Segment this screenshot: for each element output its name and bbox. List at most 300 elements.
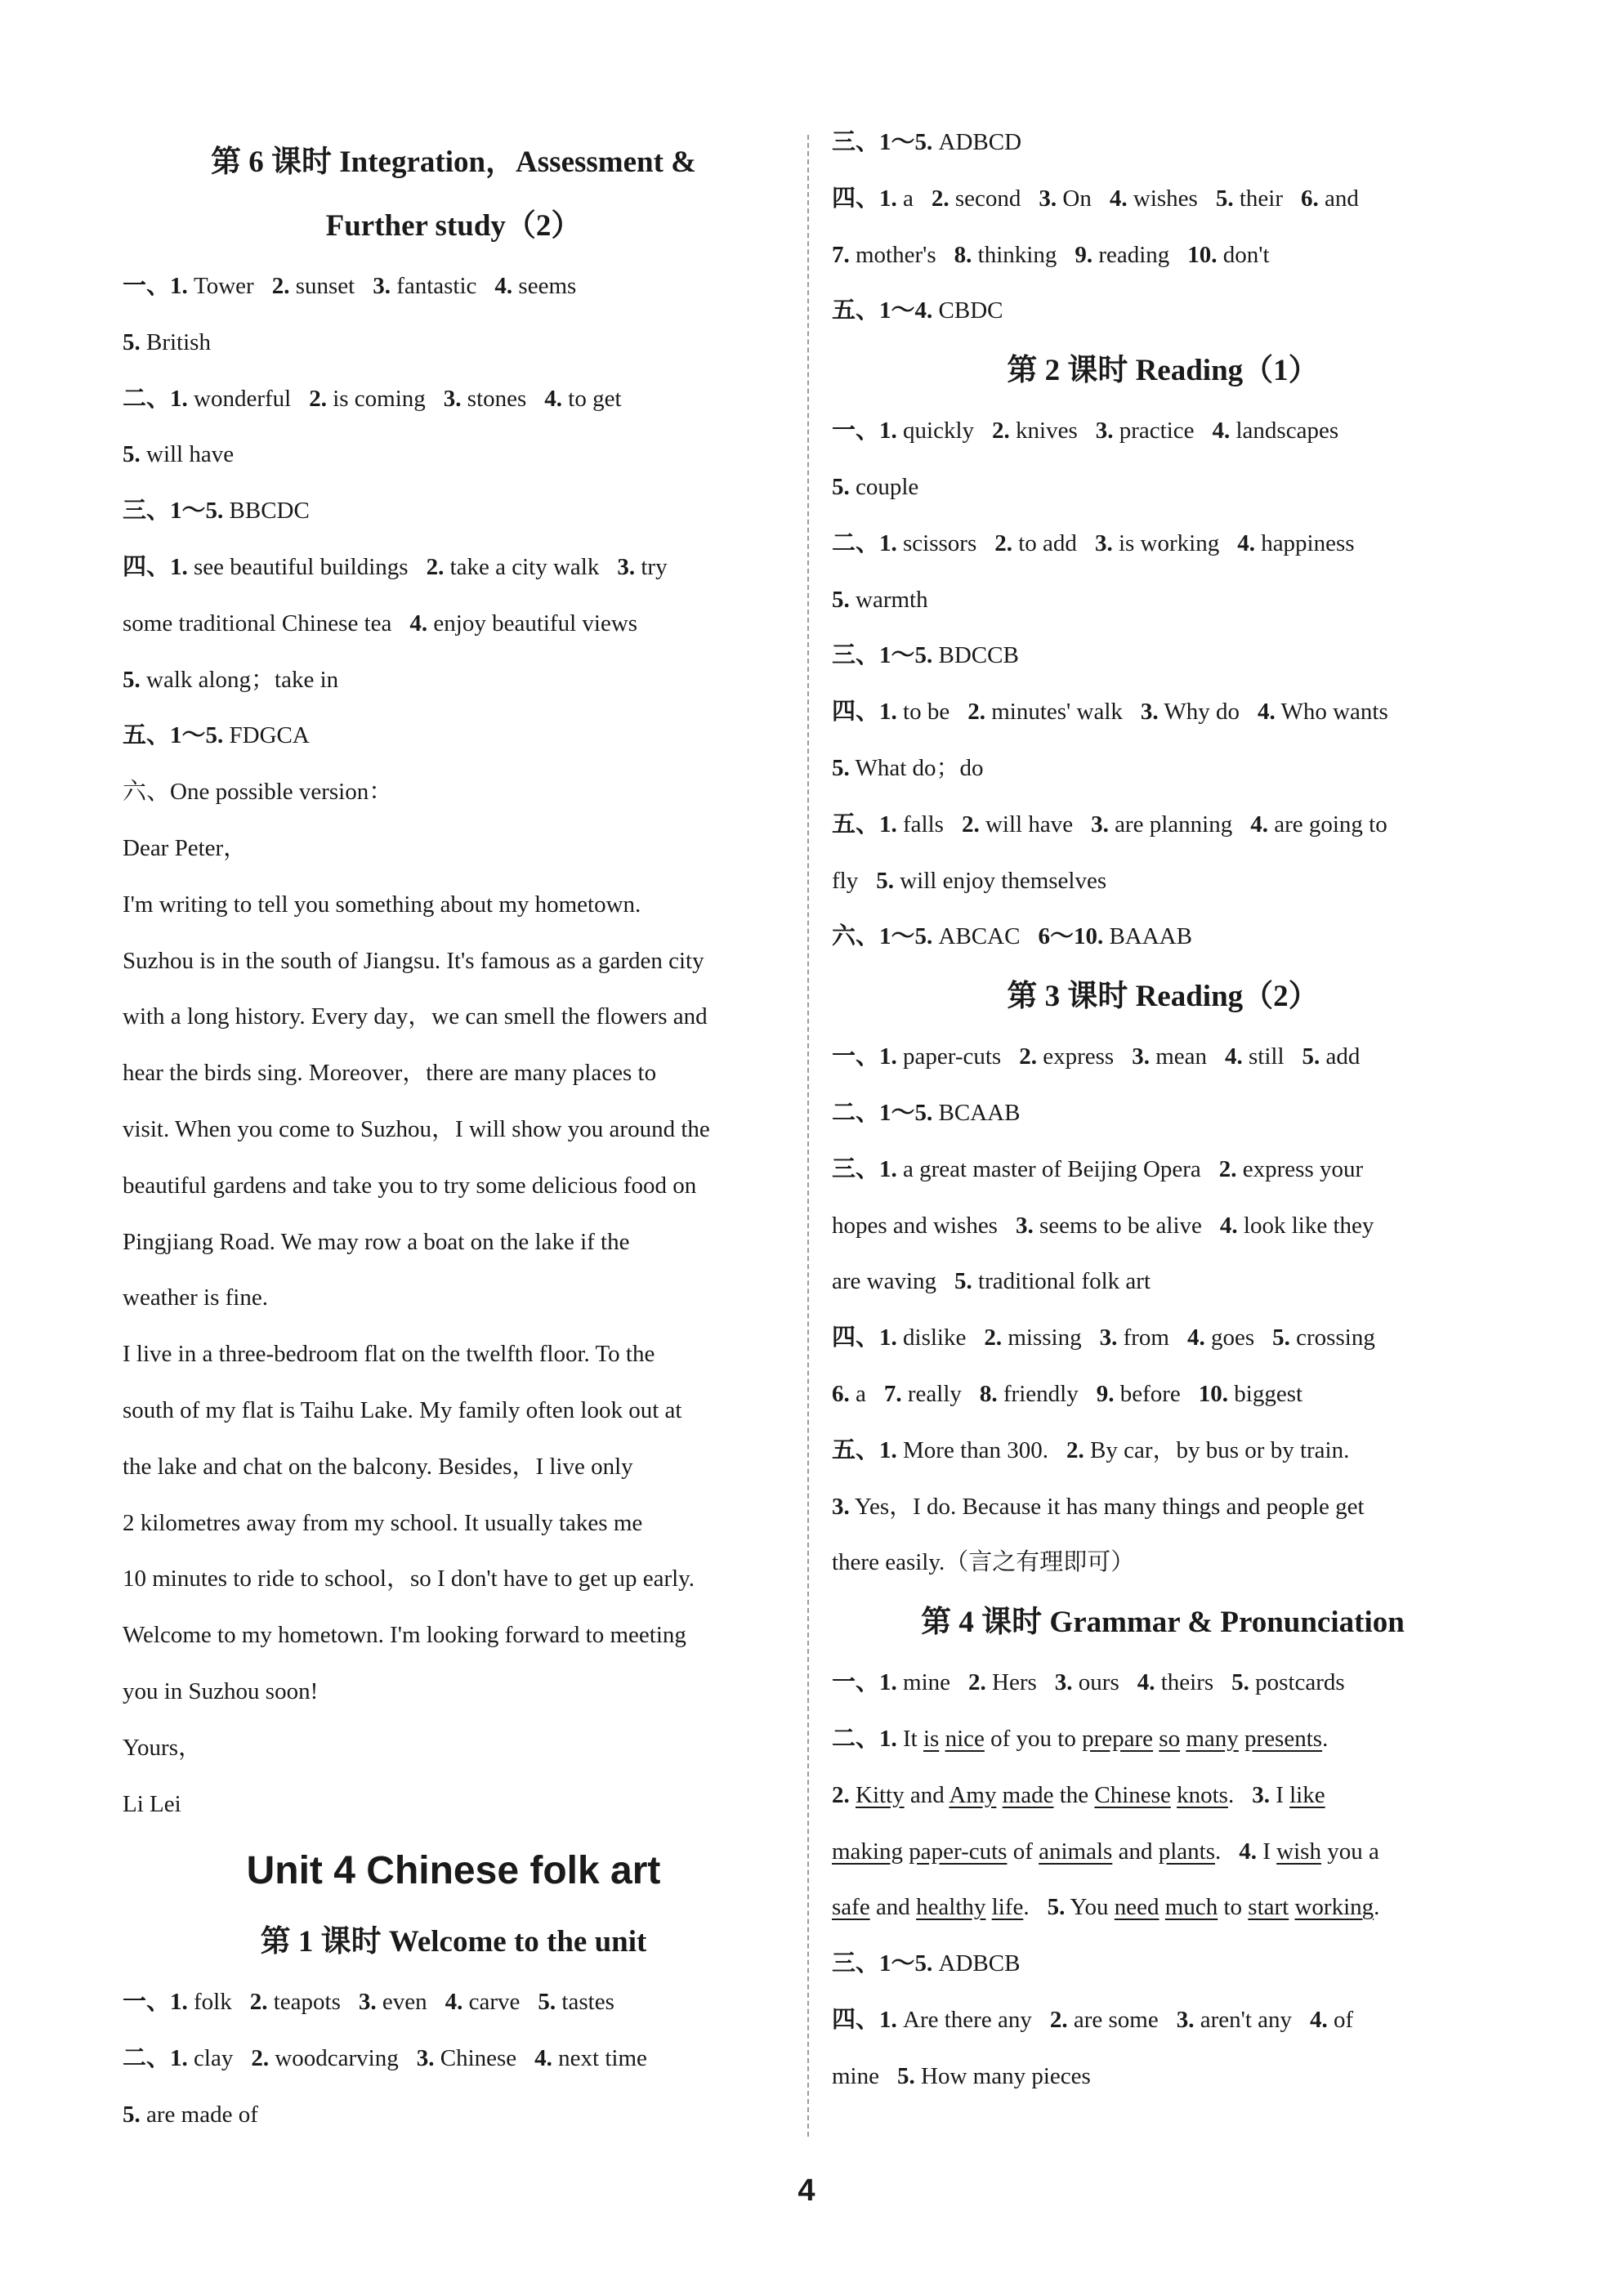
answer-text: Chinese bbox=[434, 2045, 517, 2072]
answer-text bbox=[985, 1894, 991, 1920]
item-number: 2. bbox=[1049, 2006, 1068, 2033]
answer-text: add bbox=[1320, 1043, 1361, 1070]
answer-line bbox=[123, 315, 784, 371]
item-number: 5. bbox=[876, 867, 894, 894]
item-number: 一、1. bbox=[832, 418, 897, 444]
essay-line: the lake and chat on the balcony. Besides，I live only bbox=[123, 1453, 633, 1480]
item-number: 3. bbox=[1099, 1324, 1118, 1351]
item-number: 二、1. bbox=[123, 2045, 188, 2072]
answer-text: BDCCB bbox=[932, 642, 1019, 669]
item-number: 9. bbox=[1075, 241, 1093, 268]
item-number: 2. bbox=[309, 385, 327, 412]
item-number: 四、1. bbox=[123, 553, 188, 580]
essay-line: Pingjiang Road. We may row a boat on the lake if the bbox=[123, 1228, 630, 1255]
answer-text: knives bbox=[1009, 418, 1078, 444]
underlined-word: making bbox=[832, 1838, 903, 1865]
answer-line bbox=[832, 1198, 1494, 1254]
essay-intro: 六、One possible version： bbox=[123, 779, 393, 806]
answer-line bbox=[832, 1992, 1494, 2048]
answer-text: Are there any bbox=[896, 2006, 1032, 2033]
answer-text: mine bbox=[832, 2062, 879, 2089]
essay-line: Li Lei bbox=[123, 1790, 181, 1817]
essay-line: visit. When you come to Suzhou，I will show you around the bbox=[123, 1115, 710, 1142]
answer-text: On bbox=[1057, 185, 1092, 212]
item-number: 四、1. bbox=[832, 1324, 897, 1351]
lesson-2-title: 第 2 课时 Reading（1） bbox=[1007, 354, 1319, 388]
item-number: 2. bbox=[968, 1669, 986, 1696]
answer-text bbox=[1159, 1894, 1165, 1920]
answer-text: By car，by bus or by train. bbox=[1084, 1436, 1350, 1463]
answer-text: biggest bbox=[1228, 1380, 1303, 1407]
item-number: 4. bbox=[494, 273, 513, 299]
item-number: 五、1～4. bbox=[832, 297, 933, 324]
answer-text: goes bbox=[1204, 1324, 1255, 1351]
underlined-word: is bbox=[923, 1725, 940, 1752]
item-number: 3. bbox=[1039, 185, 1057, 212]
answer-text: How many pieces bbox=[914, 2062, 1091, 2089]
answer-line bbox=[832, 1479, 1494, 1535]
answer-line bbox=[832, 797, 1494, 853]
answer-line bbox=[832, 1141, 1494, 1198]
item-number: 六、1～5. bbox=[832, 923, 933, 950]
underlined-word: wish bbox=[1276, 1838, 1321, 1865]
answer-text: of bbox=[1327, 2006, 1354, 2033]
answer-text: really bbox=[901, 1380, 962, 1407]
essay-line: Yours， bbox=[123, 1734, 202, 1761]
answer-text: missing bbox=[1002, 1324, 1082, 1351]
essay-line: weather is fine. bbox=[123, 1284, 268, 1311]
essay-line: I live in a three-bedroom flat on the twelfth floor. To the bbox=[123, 1341, 655, 1368]
answer-text: wishes bbox=[1127, 185, 1198, 212]
answer-text: hopes and wishes bbox=[832, 1212, 998, 1239]
answer-text: take a city walk bbox=[444, 553, 600, 580]
item-number: 5. bbox=[1272, 1324, 1290, 1351]
answer-text: BCAAB bbox=[932, 1099, 1021, 1126]
item-number: 4. bbox=[1212, 418, 1231, 444]
answer-line bbox=[832, 1824, 1494, 1880]
item-number: 4. bbox=[409, 610, 428, 637]
item-number: 5. bbox=[832, 473, 850, 500]
essay-line: beautiful gardens and take you to try some delicious food on bbox=[123, 1172, 697, 1199]
answer-text: to get bbox=[562, 385, 622, 412]
item-number: 4. bbox=[1237, 529, 1255, 556]
item-number: 3. bbox=[373, 273, 391, 299]
item-number: 5. bbox=[123, 666, 141, 693]
item-number: 一、1. bbox=[123, 1989, 188, 2016]
left-column bbox=[123, 131, 784, 2143]
underlined-word: so bbox=[1159, 1725, 1181, 1752]
answer-text: More than 300. bbox=[896, 1436, 1049, 1463]
answer-text: Tower bbox=[187, 273, 254, 299]
item-number: 3. bbox=[443, 385, 462, 412]
answer-line bbox=[832, 1936, 1494, 1992]
answer-text: to bbox=[1218, 1894, 1249, 1921]
item-number: 五、1. bbox=[832, 1436, 897, 1463]
answer-text: and bbox=[1112, 1838, 1159, 1865]
answer-line bbox=[832, 227, 1494, 284]
essay-line: I'm writing to tell you something about my hometown. bbox=[123, 891, 641, 918]
answer-text: the bbox=[1053, 1781, 1095, 1808]
item-number: 4. bbox=[544, 385, 563, 412]
item-number: 三、1～5. bbox=[123, 498, 224, 525]
lesson-6-title-line-1: 第 6 课时 Integration，Assessment & bbox=[210, 145, 697, 179]
item-number: 3. bbox=[1176, 2006, 1195, 2033]
underlined-word: need bbox=[1114, 1894, 1159, 1921]
answer-line bbox=[832, 1085, 1494, 1141]
answer-text: . bbox=[1227, 1781, 1235, 1808]
answer-text: a great master of Beijing Opera bbox=[896, 1155, 1201, 1182]
answer-text: Yes，I do. Because it has many things and people get bbox=[849, 1493, 1365, 1520]
answer-text: of you to bbox=[984, 1725, 1083, 1752]
item-number: 二、1. bbox=[832, 1725, 897, 1752]
essay-line: 2 kilometres away from my school. It usually takes me bbox=[123, 1509, 643, 1536]
answer-text: their bbox=[1233, 185, 1283, 212]
underlined-word: life bbox=[991, 1894, 1024, 1921]
answer-line bbox=[123, 596, 784, 652]
answer-text: paper-cuts bbox=[896, 1043, 1002, 1070]
item-number: 2. bbox=[931, 185, 949, 212]
item-number: 2. bbox=[1066, 1436, 1084, 1463]
underlined-word: like bbox=[1289, 1781, 1325, 1808]
item-number: 二、1. bbox=[123, 385, 188, 412]
answer-text: a bbox=[896, 185, 914, 212]
underlined-word: many bbox=[1186, 1725, 1239, 1752]
item-number: 2. bbox=[1019, 1043, 1037, 1070]
essay-line: south of my flat is Taihu Lake. My family often look out at bbox=[123, 1396, 682, 1423]
item-number: 3. bbox=[1140, 699, 1159, 726]
answer-text: are waving bbox=[832, 1268, 937, 1295]
answer-line bbox=[832, 516, 1494, 572]
essay bbox=[123, 820, 784, 1832]
answer-text: a bbox=[849, 1380, 866, 1407]
item-number: 三、1～5. bbox=[832, 642, 933, 669]
underlined-word: animals bbox=[1039, 1838, 1113, 1865]
answer-text: practice bbox=[1113, 418, 1195, 444]
item-number: 5. bbox=[897, 2062, 915, 2089]
answer-text: you a bbox=[1320, 1838, 1379, 1865]
lesson-6-answers bbox=[123, 258, 784, 764]
item-number: 三、1. bbox=[832, 1155, 897, 1182]
answer-text: CBDC bbox=[932, 297, 1003, 324]
item-number: 3. bbox=[1252, 1781, 1270, 1808]
item-number: 2. bbox=[994, 529, 1012, 556]
unit-4-lesson-1-answers bbox=[123, 1974, 784, 2142]
item-number: 三、1～5. bbox=[832, 129, 933, 155]
item-number: 5. bbox=[538, 1989, 556, 2016]
item-number: 4. bbox=[1219, 1212, 1238, 1239]
answer-line bbox=[832, 1253, 1494, 1310]
unit-title: Unit 4 Chinese folk art bbox=[246, 1849, 661, 1893]
item-number: 二、1. bbox=[832, 529, 897, 556]
answer-text: folk bbox=[187, 1989, 232, 2016]
answer-text: seems bbox=[512, 273, 577, 299]
answer-text: Who wants bbox=[1275, 699, 1388, 726]
answer-text: and bbox=[869, 1894, 917, 1921]
item-number: 4. bbox=[1109, 185, 1128, 212]
item-number: 10. bbox=[1198, 1380, 1229, 1407]
essay-line: with a long history. Every day，we can smell the flowers and bbox=[123, 1003, 708, 1030]
answer-line bbox=[832, 628, 1494, 684]
item-number: 5. bbox=[832, 586, 850, 613]
item-number: 5. bbox=[1047, 1894, 1066, 1921]
answer-text: is working bbox=[1112, 529, 1220, 556]
answer-text: . bbox=[1023, 1894, 1030, 1921]
answer-line bbox=[832, 114, 1494, 171]
answer-text: see beautiful buildings bbox=[187, 553, 409, 580]
lesson-1-remaining-answers bbox=[832, 114, 1494, 339]
answer-text: try bbox=[635, 553, 668, 580]
item-number: 10. bbox=[1187, 241, 1218, 268]
answer-text: are planning bbox=[1108, 811, 1233, 838]
answer-line bbox=[123, 371, 784, 427]
answer-text: even bbox=[376, 1989, 427, 2016]
answer-text: tastes bbox=[556, 1989, 614, 2016]
item-number: 4. bbox=[1250, 811, 1268, 838]
underlined-word: presents bbox=[1244, 1725, 1323, 1752]
item-number: 2. bbox=[992, 418, 1010, 444]
answer-line bbox=[832, 909, 1494, 965]
answer-text: seems to be alive bbox=[1033, 1212, 1202, 1239]
answer-text: second bbox=[949, 185, 1021, 212]
item-number: 3. bbox=[832, 1493, 850, 1520]
item-number: 二、1～5. bbox=[832, 1099, 933, 1126]
answer-text: some traditional Chinese tea bbox=[123, 610, 392, 637]
underlined-word: start bbox=[1248, 1894, 1289, 1921]
answer-text: there easily.（言之有理即可） bbox=[832, 1549, 1135, 1576]
answer-text: mine bbox=[896, 1669, 951, 1696]
item-number: 4. bbox=[1310, 2006, 1328, 2033]
item-number: 四、1. bbox=[832, 2006, 897, 2033]
answer-text: stones bbox=[461, 385, 527, 412]
answer-text: are made of bbox=[140, 2101, 258, 2128]
item-number: 2. bbox=[967, 699, 985, 726]
answer-text: minutes' walk bbox=[985, 699, 1123, 726]
item-number: 2. bbox=[271, 273, 290, 299]
item-number: 6. bbox=[832, 1380, 850, 1407]
lesson-3-title: 第 3 课时 Reading（2） bbox=[1007, 980, 1319, 1014]
answer-text: still bbox=[1242, 1043, 1285, 1070]
underlined-word: made bbox=[1002, 1781, 1054, 1808]
answer-line bbox=[832, 740, 1494, 797]
unit-4-lesson-1-title: 第 1 课时 Welcome to the unit bbox=[260, 1925, 647, 1959]
item-number: 4. bbox=[1186, 1324, 1205, 1351]
item-number: 4. bbox=[1258, 699, 1276, 726]
item-number: 一、1. bbox=[123, 273, 188, 299]
answer-text: happiness bbox=[1254, 529, 1355, 556]
answer-text: FDGCA bbox=[223, 722, 310, 749]
answer-text: from bbox=[1117, 1324, 1169, 1351]
item-number: 8. bbox=[954, 241, 972, 268]
answer-text: mother's bbox=[849, 241, 936, 268]
item-number: 5. bbox=[123, 2101, 141, 2128]
answer-line bbox=[123, 1974, 784, 2030]
answer-text: ours bbox=[1072, 1669, 1119, 1696]
item-number: 3. bbox=[1054, 1669, 1073, 1696]
item-number: 7. bbox=[832, 241, 850, 268]
answer-text: I bbox=[1256, 1838, 1277, 1865]
answer-text: friendly bbox=[997, 1380, 1079, 1407]
answer-text: will enjoy themselves bbox=[893, 867, 1107, 894]
item-number: 5. bbox=[123, 328, 141, 355]
underlined-word: much bbox=[1164, 1894, 1218, 1921]
item-number: 2. bbox=[426, 553, 445, 580]
underlined-word: knots bbox=[1177, 1781, 1228, 1808]
answer-text: It bbox=[896, 1725, 923, 1752]
answer-text: ADBCB bbox=[932, 1950, 1021, 1977]
answer-line bbox=[832, 1767, 1494, 1824]
answer-text: before bbox=[1114, 1380, 1181, 1407]
item-number: 2. bbox=[984, 1324, 1003, 1351]
item-number: 8. bbox=[979, 1380, 998, 1407]
answer-text: theirs bbox=[1155, 1669, 1214, 1696]
essay-line: Suzhou is in the south of Jiangsu. It's famous as a garden city bbox=[123, 947, 704, 974]
answer-line bbox=[832, 2048, 1494, 2105]
item-number: 6. bbox=[1300, 185, 1319, 212]
answer-line bbox=[832, 1423, 1494, 1479]
item-number: 5. bbox=[954, 1268, 972, 1295]
item-number: 三、1～5. bbox=[832, 1950, 933, 1977]
answer-line bbox=[832, 1711, 1494, 1767]
underlined-word: working bbox=[1294, 1894, 1374, 1921]
item-number: 3. bbox=[1091, 811, 1109, 838]
lesson-4-answers bbox=[832, 1655, 1494, 1711]
item-number: 五、1. bbox=[832, 811, 897, 838]
answer-line bbox=[123, 652, 784, 708]
answer-line bbox=[123, 2087, 784, 2143]
page-number: 4 bbox=[798, 2173, 815, 2208]
column-divider bbox=[807, 135, 809, 2137]
answer-text: don't bbox=[1217, 241, 1270, 268]
answer-line bbox=[832, 1879, 1494, 1936]
answer-line bbox=[123, 539, 784, 596]
answer-text: mean bbox=[1149, 1043, 1208, 1070]
answer-text: is coming bbox=[326, 385, 426, 412]
answer-text: What do；do bbox=[849, 754, 984, 781]
item-number: 5. bbox=[1302, 1043, 1320, 1070]
item-number: 4. bbox=[534, 2045, 552, 2072]
answer-text: landscapes bbox=[1230, 418, 1339, 444]
item-number: 4. bbox=[1137, 1669, 1155, 1696]
answer-line bbox=[832, 1534, 1494, 1591]
item-number: 2. bbox=[961, 811, 980, 838]
answer-text bbox=[939, 1726, 945, 1752]
item-number: 2. bbox=[832, 1781, 850, 1808]
answer-text: wonderful bbox=[187, 385, 292, 412]
item-number: 7. bbox=[883, 1380, 902, 1407]
answer-line bbox=[832, 459, 1494, 516]
item-number: 5. bbox=[1215, 185, 1234, 212]
item-number: 5. bbox=[123, 441, 141, 468]
answer-text: falls bbox=[896, 811, 944, 838]
answer-text: next time bbox=[552, 2045, 647, 2072]
answer-text bbox=[1171, 1782, 1177, 1808]
answer-text: will have bbox=[140, 441, 235, 468]
item-number: 4. bbox=[1225, 1043, 1243, 1070]
answer-line bbox=[123, 258, 784, 315]
answer-line bbox=[832, 1366, 1494, 1423]
answer-line bbox=[832, 1310, 1494, 1366]
answer-text: British bbox=[140, 328, 211, 355]
answer-line bbox=[832, 403, 1494, 459]
answer-text: are going to bbox=[1267, 811, 1387, 838]
answer-line bbox=[832, 1655, 1494, 1711]
answer-text: and bbox=[904, 1781, 949, 1808]
lesson-2-answers bbox=[832, 403, 1494, 965]
answer-text: sunset bbox=[289, 273, 355, 299]
answer-text: fantastic bbox=[390, 273, 477, 299]
answer-text: carve bbox=[462, 1989, 521, 2016]
answer-text: ADBCD bbox=[932, 129, 1022, 155]
item-number: 一、1. bbox=[832, 1669, 897, 1696]
underlined-word: Chinese bbox=[1094, 1781, 1171, 1808]
answer-text bbox=[850, 1782, 856, 1808]
item-number: 2. bbox=[249, 1989, 268, 2016]
answer-text: teapots bbox=[267, 1989, 341, 2016]
answer-text: traditional folk art bbox=[972, 1268, 1151, 1295]
item-number: 2. bbox=[251, 2045, 270, 2072]
item-number: 四、1. bbox=[832, 185, 897, 212]
essay-line: you in Suzhou soon! bbox=[123, 1677, 319, 1704]
answer-line bbox=[832, 283, 1494, 339]
answer-text: to add bbox=[1012, 529, 1077, 556]
item-number: 5. bbox=[1231, 1669, 1249, 1696]
underlined-word: safe bbox=[832, 1894, 870, 1921]
essay-line: hear the birds sing. Moreover，there are many places to bbox=[123, 1060, 657, 1087]
underlined-word: prepare bbox=[1082, 1725, 1154, 1752]
answer-line bbox=[832, 572, 1494, 628]
answer-line bbox=[123, 708, 784, 764]
item-number: 3. bbox=[1132, 1043, 1150, 1070]
item-number: 2. bbox=[1218, 1155, 1237, 1182]
answer-text: BBCDC bbox=[223, 498, 310, 525]
answer-line bbox=[123, 2030, 784, 2087]
answer-text: walk along；take in bbox=[140, 666, 339, 693]
answer-text: quickly bbox=[896, 418, 975, 444]
lesson-4-title: 第 4 课时 Grammar & Pronunciation bbox=[921, 1606, 1405, 1640]
item-number: 五、1～5. bbox=[123, 722, 224, 749]
answer-line bbox=[832, 1029, 1494, 1085]
answer-text: express your bbox=[1236, 1155, 1364, 1182]
right-column bbox=[832, 114, 1494, 2105]
answer-text: dislike bbox=[896, 1324, 967, 1351]
item-number: 3. bbox=[416, 2045, 435, 2072]
answer-text: are some bbox=[1067, 2006, 1159, 2033]
answer-text: Hers bbox=[985, 1669, 1037, 1696]
answer-text: . bbox=[1322, 1725, 1329, 1752]
item-number: 4. bbox=[445, 1989, 463, 2016]
answer-text: enjoy beautiful views bbox=[427, 610, 638, 637]
answer-text: express bbox=[1036, 1043, 1115, 1070]
item-number: 3. bbox=[1094, 529, 1113, 556]
answer-line bbox=[123, 427, 784, 483]
answer-text: couple bbox=[849, 473, 919, 500]
underlined-word: healthy bbox=[916, 1894, 986, 1921]
answer-text: fly bbox=[832, 867, 859, 894]
underlined-word: paper-cuts bbox=[909, 1838, 1008, 1865]
answer-text: . bbox=[1214, 1838, 1222, 1865]
underlined-word: nice bbox=[945, 1725, 985, 1752]
answer-text: postcards bbox=[1249, 1669, 1345, 1696]
answer-text: ABCAC bbox=[932, 923, 1021, 950]
answer-text: Why do bbox=[1158, 699, 1240, 726]
answer-text: crossing bbox=[1289, 1324, 1375, 1351]
answer-text: scissors bbox=[896, 529, 977, 556]
item-number: 3. bbox=[1095, 418, 1114, 444]
answer-text: to be bbox=[896, 699, 950, 726]
answer-text: will have bbox=[979, 811, 1074, 838]
essay-line: 10 minutes to ride to school，so I don't have to get up early. bbox=[123, 1566, 695, 1592]
answer-line bbox=[832, 853, 1494, 909]
